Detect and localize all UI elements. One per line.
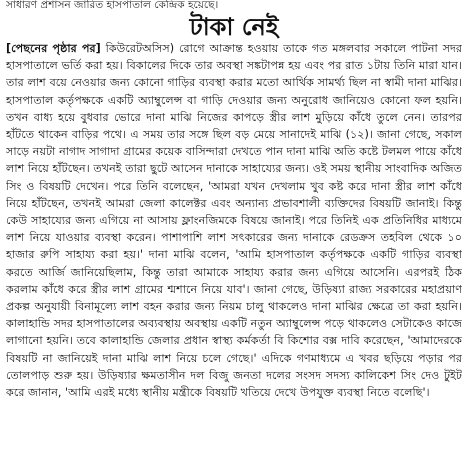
previous-article-fragment: সাধারণ প্রশাসন জারিত হাসপাতাল কেন্দ্রিক হয়েছে।	[6, 0, 219, 11]
article-paragraph	[6, 40, 462, 401]
continuation-marker: [পেছনের পৃষ্ঠার পর]	[6, 42, 101, 55]
headline: টাকা নেই	[189, 13, 279, 41]
article-text: কিউরেটঅসিস) রোগে আক্রান্ত হওয়ায় তাকে গত মঙ্গলবার সকালে পাটনা সদর হাসপাতালে ভর্তি করা হয়। বিকালের দিকে তার অবস্থা সঙ্কটাপন্ন হয় এবং পর রাত ১টায় তিনি মারা যান। তার লাশ বয়ে নেওয়ার জন্য কোনো গাড়ির ব্যবস্থা করার মতো আর্থিক সামর্থ্য ছিল না স্বামী দানা মাঝির। হাসপাতাল কর্তৃপক্ষকে একটি অ্যাম্বুলেন্স বা গাড়ি দেওয়ার জন্য অনুরোধ জানিয়েও কোনো ফল হয়নি। তখন বাধ্য হয়ে বুধবার ভোরে দানা মাঝি নিজের কাপড়ে স্ত্রীর লাশ মুড়িয়ে কাঁধে তুলে নেন। তারপর হাঁটতে থাকেন বাড়ির পথে। এ সময় তার সঙ্গে ছিল বড় মেয়ে সানাদেই মাঝি (১২)। জানা গেছে, সকাল সাড়ে নয়টা নাগাদ সাগাদা গ্রামের কয়েক বাসিন্দারা দেখতে পান দানা মাঝি অতি কষ্টে টলমল পায়ে কাঁধে লাশ নিয়ে হাঁটছেন। তখনই তারা ছুটে আসেন দানাকে সাহায্যের জন্য। ওই সময় স্থানীয় সাংবাদিক অজিত সিং ও বিষয়টি দেখেন। পরে তিনি বলেছেন, 'আমরা যখন দেখলাম খুব কষ্ট করে দানা স্ত্রীর লাশ কাঁধে নিয়ে হাঁটছেন, তখনই আমরা জেলা কালেক্টর এবং অন্যান্য প্রভাবশালী ব্যক্তিদের বিষয়টি জানাই। কিন্তু কেউ সাহায্যের জন্য এগিয়ে না আসায় ফ্লাংনজিমকে বিষয়ে জানাই। পরে তিনিই এক প্রতিনিধির মাধ্যমে লাশ নিয়ে যাওয়ার ব্যবস্থা করেন। পাশাপাশি লাশ সৎকারের জন্য দানাকে রেডক্রস তহবিল থেকে ১০ হাজার রুপি সাহায্য করা হয়।' দানা মাঝি বলেন, 'আমি হাসপাতাল কর্তৃপক্ষকে একটি গাড়ির ব্যবস্থা করতে আর্জি জানিয়েছিলাম, কিন্তু তারা আমাকে সাহায্য করার জন্য এগিয়ে আসেনি। এরপরই ঠিক করলাম কাঁধে করে স্ত্রীর লাশ গ্রামের শ্মশানে নিয়ে যাব'। জানা গেছে, উড়িষ্যা রাজ্য সরকারের মহাপ্রয়াণ প্রকল্প অনুযায়ী বিনামূল্যে লাশ বহন করার জন্য নিয়ম চালু থাকলেও দানা মাঝির ক্ষেত্রে তা করা হয়নি। কালাহান্ডি সদর হাসপাতালের অব্যবস্থায় অবস্থায় একটি নতুন অ্যাম্বুলেন্স পড়ে থাকলেও সেটাকেও কাজে লাগানো হয়নি। তবে কালাহান্ডি জেলার প্রধান স্বাস্থ্য কর্মকর্তা বি কিশোর বক্স দাবি করেছেন, 'আমাদেরকে বিষয়টি না জানিয়েই দানা মাঝি লাশ নিয়ে চলে গেছে।' এদিকে গণমাধ্যমে এ খবর ছড়িয়ে পড়ার পর তোলপাড় শুরু হয়। উড়িষ্যার ক্ষমতাসীন দল বিজু জনতা দলের সংসদ সদস্য কালিকেশ সিং দেও টুইট করে জানান, 'আমি এরই মধ্যে স্থানীয় মন্ত্রীকে বিষয়টি খতিয়ে দেখে উপযুক্ত ব্যবস্থা নিতে বলেছি'।	[6, 42, 462, 400]
article-body	[6, 40, 462, 470]
